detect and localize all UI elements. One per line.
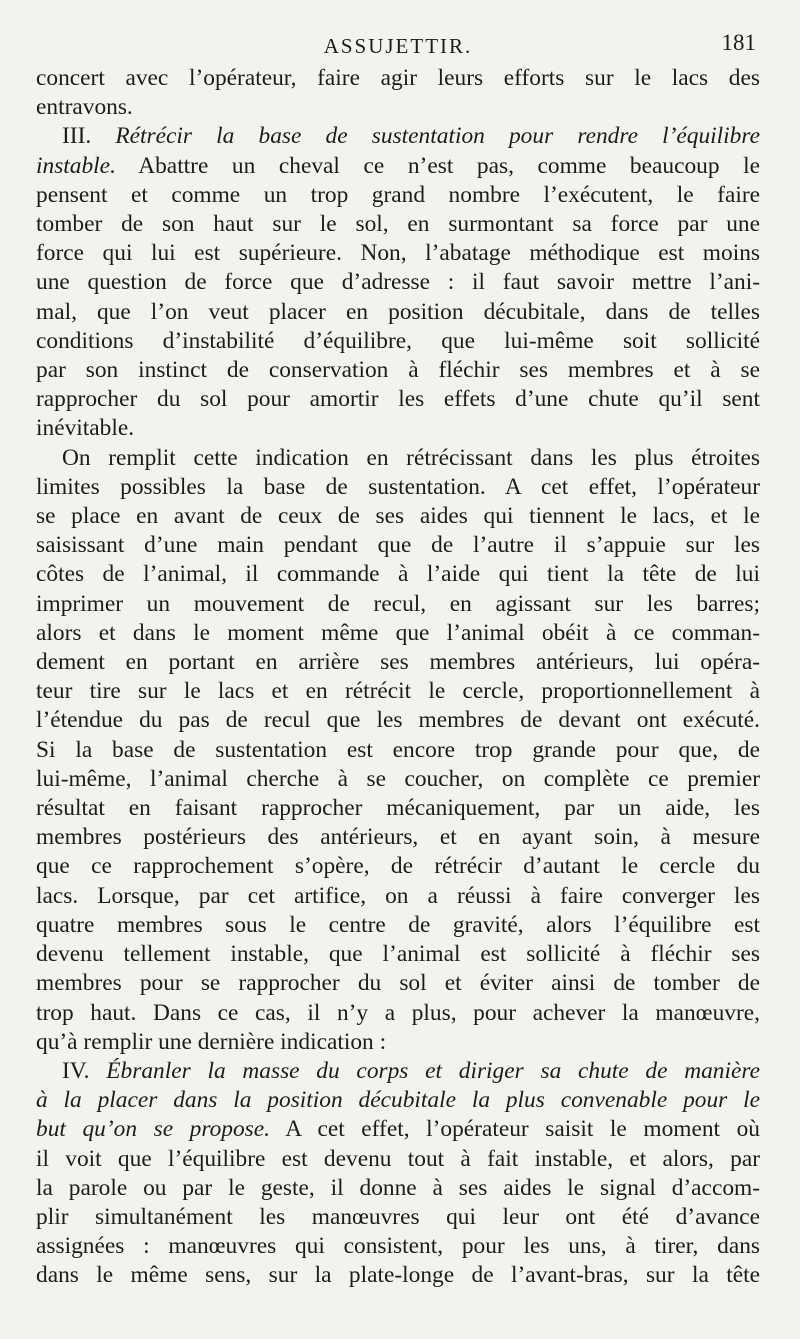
text-line bbox=[36, 1145, 760, 1174]
body-text bbox=[36, 64, 760, 1291]
line-text: se place en avant de ceux de ses aides qui tiennent le lacs, et le bbox=[36, 503, 760, 530]
text-line bbox=[36, 268, 760, 297]
text-line bbox=[36, 1174, 760, 1203]
line-text: une question de force que d’adresse : il faut savoir mettre l’ani- bbox=[36, 269, 760, 296]
text-line bbox=[36, 911, 760, 940]
line-text: teur tire sur le lacs et en rétrécit le cercle, proportionnellement à bbox=[36, 678, 760, 705]
line-text: imprimer un mouvement de recul, en agissant sur les barres; bbox=[36, 590, 760, 617]
text-line bbox=[36, 64, 760, 93]
text-line bbox=[36, 239, 760, 268]
line-text: lacs. Lorsque, par cet artifice, on a réussi à faire converger les bbox=[36, 882, 760, 909]
text-line bbox=[36, 298, 760, 327]
line-text: dans le même sens, sur la plate-longe de l’avant-bras, sur la tête bbox=[36, 1262, 760, 1289]
text-line bbox=[36, 444, 760, 473]
text-line bbox=[36, 648, 760, 677]
line-text: A cet effet, l’opérateur saisit le moment où bbox=[285, 1116, 760, 1143]
line-text: lui-même, l’animal cherche à se coucher, on complète ce premier bbox=[36, 765, 760, 792]
italic-phrase: à la placer dans la position décubitale la plus convenable pour le bbox=[36, 1087, 760, 1114]
text-line bbox=[36, 1261, 760, 1290]
line-text: force qui lui est supérieure. Non, l’abatage méthodique est moins bbox=[36, 240, 760, 267]
text-line bbox=[36, 1203, 760, 1232]
text-line bbox=[36, 619, 760, 648]
line-text: membres postérieurs des antérieurs, et en ayant soin, à mesure bbox=[36, 824, 760, 851]
line-text: devenu tellement instable, que l’animal est sollicité à fléchir ses bbox=[36, 941, 760, 968]
italic-phrase: but qu’on se propose. bbox=[36, 1116, 270, 1143]
line-text: résultat en faisant rapprocher mécaniquement, par un aide, les bbox=[36, 795, 760, 822]
text-line bbox=[36, 765, 760, 794]
line-text: saisissant d’une main pendant que de l’autre il s’appuie sur les bbox=[36, 532, 760, 559]
text-line bbox=[36, 473, 760, 502]
text-line bbox=[36, 882, 760, 911]
text-line bbox=[36, 1086, 760, 1115]
line-text: que ce rapprochement s’opère, de rétrécir d’autant le cercle du bbox=[36, 853, 760, 880]
line-text: rapprocher du sol pour amortir les effets d’une chute qu’il sent bbox=[36, 386, 760, 413]
text-line bbox=[36, 969, 760, 998]
line-text: conditions d’instabilité d’équilibre, que lui-même soit sollicité bbox=[36, 327, 760, 354]
line-text: Abattre un cheval ce n’est pas, comme beaucoup le bbox=[138, 152, 760, 179]
text-line bbox=[36, 1232, 760, 1261]
text-line bbox=[36, 414, 760, 443]
text-line bbox=[36, 940, 760, 969]
text-line bbox=[36, 999, 760, 1028]
text-line bbox=[36, 122, 760, 151]
italic-phrase: Ébranler la masse du corps et diriger sa chute de manière bbox=[106, 1057, 760, 1084]
section-numeral: III. bbox=[62, 123, 92, 150]
text-line bbox=[36, 531, 760, 560]
line-text: il voit que l’équilibre est devenu tout à fait instable, et alors, par bbox=[36, 1145, 760, 1172]
text-line bbox=[36, 181, 760, 210]
line-text: la parole ou par le geste, il donne à ses aides le signal d’accom- bbox=[36, 1174, 760, 1201]
text-line bbox=[36, 385, 760, 414]
page-number: 181 bbox=[721, 30, 756, 55]
line-text: par son instinct de conservation à fléchir ses membres et à se bbox=[36, 357, 760, 384]
line-text: membres pour se rapprocher du sol et éviter ainsi de tomber de bbox=[36, 970, 760, 997]
italic-heading: Rétrécir la base de sustentation pour rendre l’équilibre bbox=[115, 123, 760, 150]
line-text: On remplit cette indication en rétrécissant dans les plus étroites bbox=[62, 444, 760, 471]
text-line bbox=[36, 852, 760, 881]
text-line bbox=[36, 823, 760, 852]
text-line bbox=[36, 93, 760, 122]
running-head: ASSUJETTIR. bbox=[323, 34, 473, 58]
line-text: tomber de son haut sur le sol, en surmontant sa force par une bbox=[36, 211, 760, 238]
text-line bbox=[36, 327, 760, 356]
line-text: entravons. bbox=[36, 94, 133, 121]
text-line bbox=[36, 794, 760, 823]
line-text: quatre membres sous le centre de gravité, alors l’équilibre est bbox=[36, 911, 760, 938]
section-numeral: IV. bbox=[62, 1057, 90, 1084]
line-text: Si la base de sustentation est encore trop grande pour que, de bbox=[36, 736, 760, 763]
text-line bbox=[36, 502, 760, 531]
line-text: qu’à remplir une dernière indication : bbox=[36, 1028, 387, 1055]
text-line bbox=[36, 1028, 760, 1057]
line-text: concert avec l’opérateur, faire agir leurs efforts sur le lacs des bbox=[36, 65, 760, 91]
line-text: l’étendue du pas de recul que les membres de devant ont exécuté. bbox=[36, 707, 760, 734]
text-line bbox=[36, 560, 760, 589]
text-line bbox=[36, 152, 760, 181]
line-text: trop haut. Dans ce cas, il n’y a plus, pour achever la manœuvre, bbox=[36, 999, 760, 1026]
line-text: assignées : manœuvres qui consistent, pour les uns, à tirer, dans bbox=[36, 1233, 760, 1260]
text-line bbox=[36, 356, 760, 385]
text-line bbox=[36, 210, 760, 239]
text-line bbox=[36, 706, 760, 735]
text-line bbox=[36, 1057, 760, 1086]
text-line bbox=[36, 677, 760, 706]
line-text: inévitable. bbox=[36, 415, 135, 442]
line-text: côtes de l’animal, il commande à l’aide qui tient la tête de lui bbox=[36, 561, 760, 588]
line-text: dement en portant en arrière ses membres antérieurs, lui opéra- bbox=[36, 649, 760, 676]
line-text: alors et dans le moment même que l’animal obéit à ce comman- bbox=[36, 619, 760, 646]
text-line bbox=[36, 736, 760, 765]
line-text: limites possibles la base de sustentation. A cet effet, l’opérateur bbox=[36, 473, 760, 500]
text-line bbox=[36, 590, 760, 619]
line-text: mal, que l’on veut placer en position décubitale, dans de telles bbox=[36, 298, 760, 325]
line-text: pensent et comme un trop grand nombre l’exécutent, le faire bbox=[36, 181, 760, 208]
page-header bbox=[36, 30, 760, 64]
line-text: plir simultanément les manœuvres qui leur ont été d’avance bbox=[36, 1203, 760, 1230]
text-line bbox=[36, 1115, 760, 1144]
italic-heading-end: instable. bbox=[36, 152, 116, 179]
